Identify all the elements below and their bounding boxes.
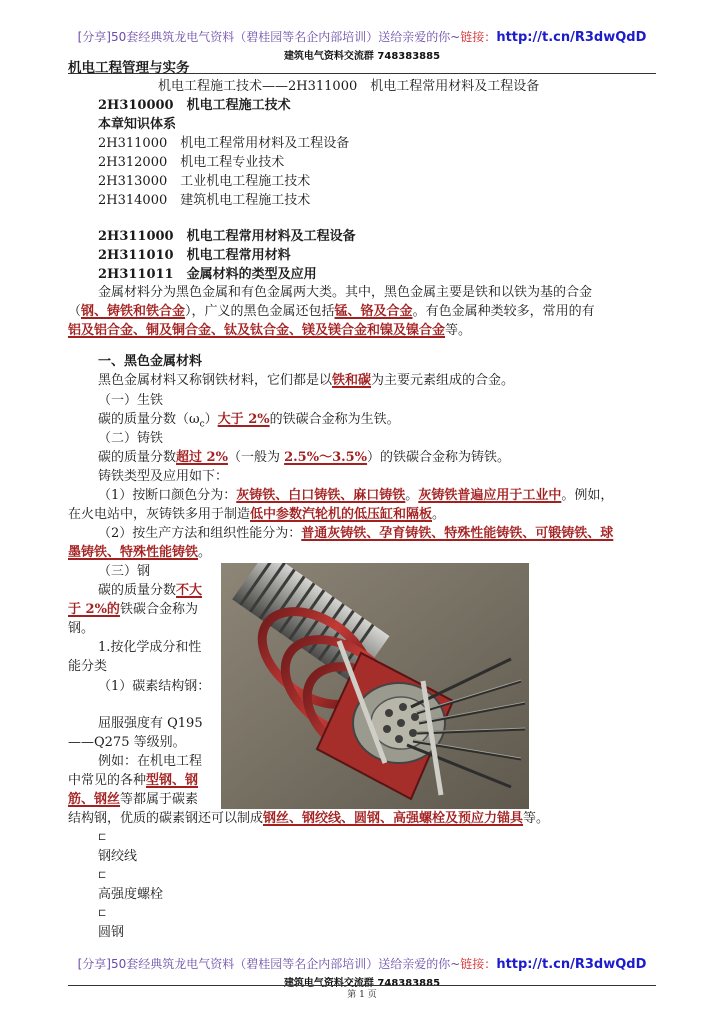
subsection-title: 一、黑色金属材料 — [98, 354, 203, 369]
section-title: 2H311010 机电工程常用材料 — [98, 248, 291, 263]
paragraph-line: 例如：在机电工程 — [98, 754, 203, 769]
item-title: （三）钢 — [98, 564, 151, 579]
paragraph-line: ——Q275 等级别。 — [68, 735, 186, 750]
highlight: 大于 2% — [217, 412, 270, 427]
highlight: 墨铸铁、特殊性能铸铁 — [68, 545, 199, 560]
paragraph-line: 墨铸铁、特殊性能铸铁。 — [68, 545, 212, 560]
banner-group: 建筑电气资料交流群 748383885 — [283, 51, 441, 62]
item-title: （二）铸铁 — [98, 431, 164, 446]
image-caption: 圆钢 — [98, 925, 125, 940]
banner-link[interactable]: http://t.cn/R3dwQdD — [496, 30, 647, 45]
image-caption: 高强度螺栓 — [98, 887, 164, 902]
paragraph-line: （1）按断口颜色分为：灰铸铁、白口铸铁、麻口铸铁。灰铸铁普遍应用于工业中。例如， — [98, 488, 614, 503]
banner-text: [分享]50套经典筑龙电气资料（碧桂园等名企内部培训）送给亲爱的你~ — [77, 30, 461, 44]
toc-item: 2H312000 机电工程专业技术 — [98, 155, 285, 170]
anchor-illustration — [221, 563, 529, 809]
toc-item: 2H314000 建筑机电工程施工技术 — [98, 193, 311, 208]
banner-text: [分享]50套经典筑龙电气资料（碧桂园等名企内部培训）送给亲爱的你~ — [77, 957, 461, 971]
highlight: 钢丝、钢绞线、圆钢、高强螺栓及预应力锚具 — [263, 811, 524, 826]
paragraph-line: 结构钢，优质的碳素钢还可以制成钢丝、钢绞线、圆钢、高强螺栓及预应力锚具等。 — [68, 811, 550, 826]
paragraph-line: （2）按生产方法和组织性能分为：普通灰铸铁、孕育铸铁、特殊性能铸铁、可锻铸铁、球 — [98, 526, 614, 541]
paragraph-line: （1）碳素结构钢： — [98, 679, 211, 694]
footer-rule — [68, 985, 656, 986]
paragraph-line: 铝及铝合金、铜及铜合金、钛及钛合金、镁及镁合金和镍及镍合金等。 — [68, 323, 472, 338]
chapter-title: 2H310000 机电工程施工技术 — [98, 98, 291, 113]
toc-item: 2H311000 机电工程常用材料及工程设备 — [98, 136, 350, 151]
banner-link[interactable]: http://t.cn/R3dwQdD — [496, 957, 647, 972]
paragraph-line: 于 2%的铁碳合金称为 — [68, 602, 198, 617]
highlight: 2.5%～3.5% — [284, 450, 368, 465]
image-placeholder-icon: ⊏ — [98, 870, 107, 881]
image-caption: 钢绞线 — [98, 849, 138, 864]
page-number: 第 1 页 — [347, 990, 377, 1000]
banner-group: 建筑电气资料交流群 748383885 — [283, 978, 441, 989]
highlight: 铁和碳 — [332, 373, 372, 388]
image-placeholder-icon: ⊏ — [98, 908, 107, 919]
highlight: 普通灰铸铁、孕育铸铁、特殊性能铸铁、可锻铸铁、球 — [301, 526, 614, 541]
system-title: 本章知识体系 — [98, 117, 177, 132]
paragraph-line: 中常见的各种型钢、钢 — [68, 773, 199, 788]
item-title: （一）生铁 — [98, 393, 164, 408]
section-title: 2H311000 机电工程常用材料及工程设备 — [98, 229, 356, 244]
highlight: 锰、铬及合金 — [334, 304, 413, 319]
highlight: 型钢、钢 — [146, 773, 199, 788]
header-title: 机电工程管理与实务 — [68, 60, 190, 76]
highlight: 钢、铸铁和铁合金 — [81, 304, 186, 319]
paragraph-line: 能分类 — [68, 659, 108, 674]
highlight: 筋、钢丝 — [68, 792, 121, 807]
highlight: 灰铸铁普遍应用于工业中 — [418, 488, 562, 503]
paragraph-line: 钢。 — [68, 621, 95, 636]
paragraph-line: 黑色金属材料又称钢铁材料，它们都是以铁和碳为主要元素组成的合金。 — [98, 373, 515, 388]
image-placeholder-icon: ⊏ — [98, 832, 107, 843]
paragraph-line: 铸铁类型及应用如下： — [98, 469, 229, 484]
paragraph-line: 碳的质量分数超过 2%（一般为 2.5%～3.5%）的铁碳合金称为铸铁。 — [98, 450, 511, 465]
paragraph-line: 筋、钢丝等都属于碳素 — [68, 792, 199, 807]
banner-link-label: 链接： — [460, 957, 497, 971]
paragraph-line: 屈服强度有 Q195 — [98, 716, 203, 731]
paragraph-line: 碳的质量分数不大 — [98, 583, 203, 598]
paragraph-line: （钢、铸铁和铁合金），广义的黑色金属还包括锰、铬及合金。有色金属种类较多，常用的有 — [68, 304, 595, 319]
paragraph-line: 金属材料分为黑色金属和有色金属两大类。其中，黑色金属主要是铁和以铁为基的合金 — [98, 285, 593, 300]
highlight: 灰铸铁、白口铸铁、麻口铸铁 — [236, 488, 406, 503]
highlight: 超过 2% — [176, 450, 228, 465]
banner-line — [0, 955, 724, 972]
banner-link-label: 链接： — [460, 30, 497, 44]
doc-heading: 机电工程施工技术——2H311000 机电工程常用材料及工程设备 — [158, 79, 540, 94]
banner-line — [0, 28, 724, 45]
paragraph-line: 1.按化学成分和性 — [98, 640, 202, 655]
paragraph-line: 在火电站中，灰铸铁多用于制造低中参数汽轮机的低压缸和隔板。 — [68, 507, 446, 522]
bottom-banner — [0, 955, 724, 989]
section-title: 2H311011 金属材料的类型及应用 — [98, 267, 317, 282]
anchor-photo — [221, 563, 529, 809]
toc-item: 2H313000 工业机电工程施工技术 — [98, 174, 311, 189]
highlight: 于 2%的 — [68, 602, 120, 617]
paragraph-line: 碳的质量分数$(\omega_c)$大于 2%的铁碳合金称为生铁。 — [98, 412, 400, 430]
highlight: 不大 — [176, 583, 203, 598]
header-rule — [68, 73, 656, 74]
highlight: 铝及铝合金、铜及铜合金、钛及钛合金、镁及镁合金和镍及镍合金 — [68, 323, 446, 338]
highlight: 低中参数汽轮机的低压缸和隔板 — [250, 507, 433, 522]
